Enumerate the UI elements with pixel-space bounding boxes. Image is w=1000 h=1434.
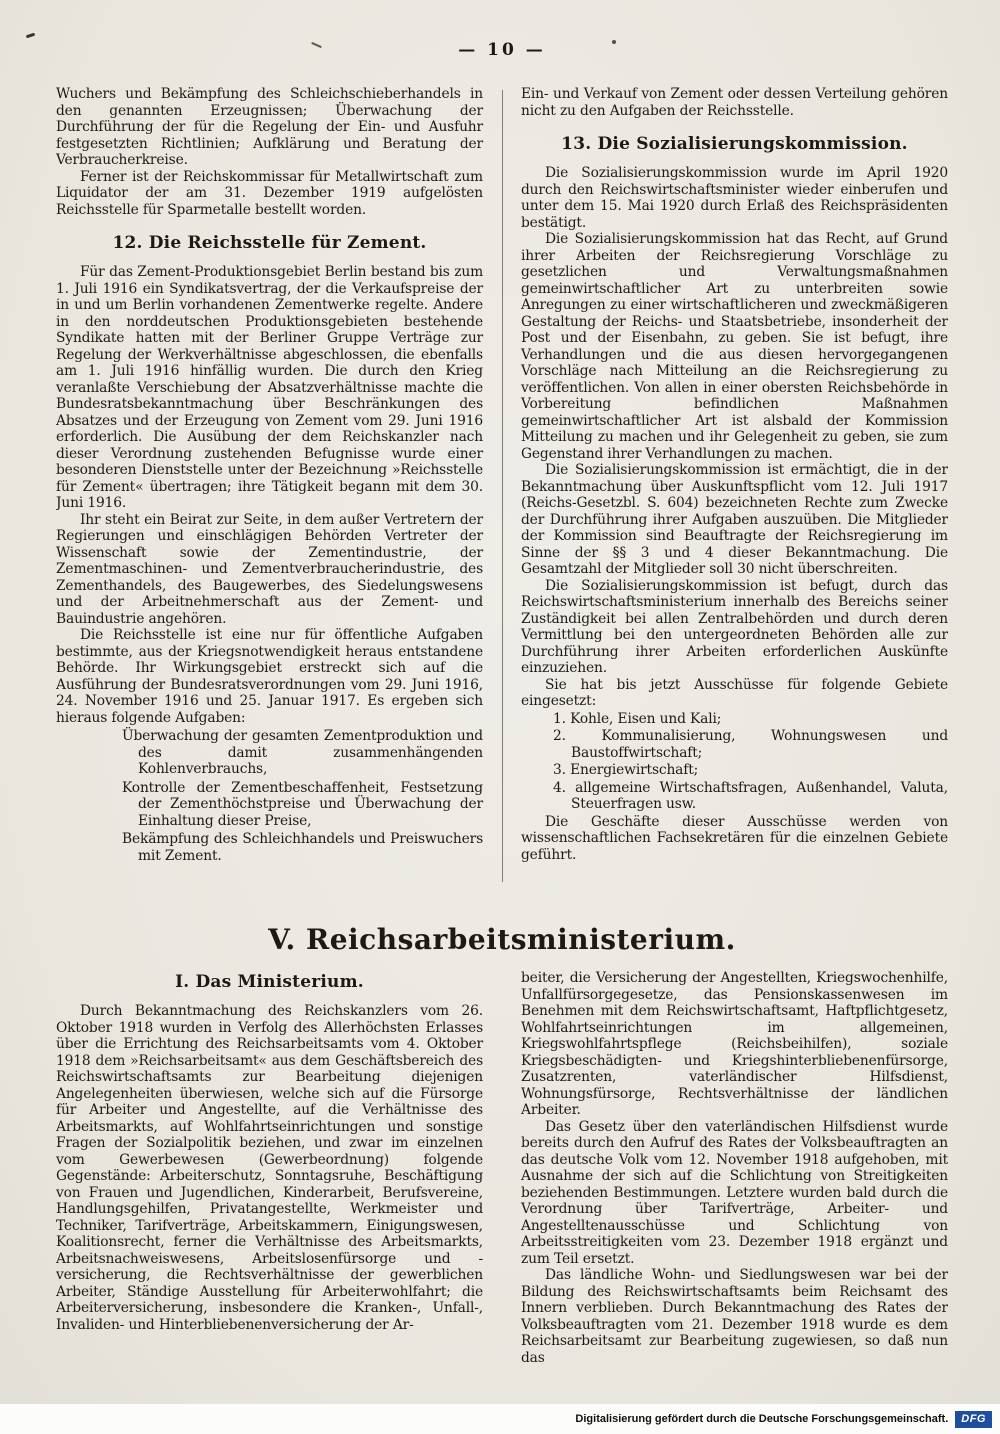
- digitization-footer: [0, 1404, 1000, 1434]
- list-item: 2. Kommunalisierung, Wohnungswesen und Baustoffwirtschaft;: [553, 728, 948, 761]
- list-item: 1. Kohle, Eisen und Kali;: [553, 710, 722, 727]
- paragraph: Die Sozialisierungskommission ist ermächtigt, die in der Bekanntmachung über Auskunftspflicht vom 12. Juli 1917 (Reichs-Gesetzbl. S. 604) bezeichneten Rechte zum Zwecke der Durchführung ihrer Aufgaben auszuüben. Die Mitglieder der Kommission sind Beauftragte der Reichsregierung im Sinne der §§ 3 und 4 dieser Bekanntmachung. Die Gesamtzahl der Mitglieder soll 30 nicht überschreiten.: [521, 462, 948, 577]
- paragraph: Ferner ist der Reichskommissar für Metallwirtschaft zum Liquidator der am 31. Dezember 1919 aufgelösten Reichsstelle für Sparmetalle bestellt worden.: [56, 168, 483, 218]
- paragraph: Sie hat bis jetzt Ausschüsse für folgende Gebiete eingesetzt:: [521, 676, 948, 709]
- bottom-columns: [56, 970, 948, 1370]
- right-column: [521, 86, 948, 896]
- scan-artifact: [26, 33, 35, 39]
- left-column-bottom: [56, 970, 483, 1370]
- section-heading-12: 12. Die Reichsstelle für Zement.: [112, 233, 427, 253]
- paragraph: Ihr steht ein Beirat zur Seite, in dem außer Vertretern der Regierungen und einschlägigen Behörden Vertreter der Wissenschaft sowie der Zementindustrie, der Zementmaschinen- und Zementverbraucherindustrie, des Zementhandels, des Baugewerbes, des Siedelungswesens und der Arbeitnehmerschaft aus der Zement- und Bauindustrie angehören.: [56, 511, 483, 627]
- dfg-logo: DFG: [955, 1411, 992, 1428]
- paragraph: Wuchers und Bekämpfung des Schleichschieberhandels in den genannten Erzeugnissen; Überwachung der Durchführung der für die Regelung der Ein- und Ausfuhr festgesetzten Richtlinien; Aufklärung und Beratung der Verbraucherkreise.: [56, 86, 483, 168]
- left-column: [56, 86, 483, 896]
- column-divider: [502, 90, 503, 882]
- section-heading-13: 13. Die Sozialisierungskommission.: [561, 134, 908, 154]
- list-item: Bekämpfung des Schleichhandels und Preiswuchers mit Zement.: [122, 831, 483, 864]
- top-columns: [56, 86, 948, 896]
- scan-artifact: [612, 40, 616, 44]
- paragraph: Die Geschäfte dieser Ausschüsse werden von wissenschaftlichen Fachsekretären für die einzelnen Gebiete geführt.: [521, 813, 948, 863]
- paragraph: Das Gesetz über den vaterländischen Hilfsdienst wurde bereits durch den Aufruf des Rates der Volksbeauftragten an das deutsche Volk vom 12. November 1918 aufgehoben, mit Ausnahme der sich auf die Schlichtung von Streitigkeiten beziehenden Bestimmungen. Letztere wurden bald durch die Verordnung über Tarifverträge, Arbeiter- und Angestelltenausschüsse und Schlichtung von Arbeitsstreitigkeiten vom 23. Dezember 1918 ergänzt und zum Teil ersetzt.: [521, 1118, 948, 1267]
- list-item: Überwachung der gesamten Zementproduktion und des damit zusammenhängenden Kohlenverbrauchs,: [122, 728, 483, 777]
- paragraph: Durch Bekanntmachung des Reichskanzlers vom 26. Oktober 1918 wurden in Verfolg des Allerhöchsten Erlasses über die Errichtung des Reichsarbeitsamts vom 4. Oktober 1918 dem »Reichsarbeitsamt« aus dem Geschäftsbereich des Reichswirtschaftsamts zur Bearbeitung diejenigen Angelegenheiten überwiesen, welche sich auf die Fürsorge für Arbeiter und Angestellte, auf die Verhältnisse des Arbeitsmarkts, auf Wohlfahrtseinrichtungen und sonstige Fragen der Sozialpolitik beziehen, und zwar im einzelnen vom Gewerbewesen (Gewerbeordnung) folgende Gegenstände: Arbeiterschutz, Sonntagsruhe, Beschäftigung von Frauen und Jugendlichen, Kinderarbeit, Berufsvereine, Handlungsgehilfen, Privatangestellte, Werkmeister und Techniker, Tarifverträge, Arbeitskammern, Einigungswesen, Koalitionsrecht, ferner die Verhältnisse des Arbeitsmarkts, Arbeitsnachweiswesens, Arbeitslosenfürsorge und -versicherung, die Rechtsverhältnisse der gewerblichen Arbeiter, Ständige Ausstellung für Arbeiterwohlfahrt; die Arbeiterversicherung, insbesondere die Kranken-, Unfall-, Invaliden- und Hinterbliebenenversicherung der Ar-: [56, 1003, 483, 1333]
- subsection-heading: I. Das Ministerium.: [175, 972, 364, 992]
- list-item: 4. allgemeine Wirtschaftsfragen, Außenhandel, Valuta, Steuerfragen usw.: [553, 779, 948, 812]
- paragraph: Die Sozialisierungskommission wurde im April 1920 durch den Reichswirtschaftsminister wieder einberufen und unter dem 15. Mai 1920 durch Erlaß des Reichspräsidenten bestätigt.: [521, 165, 948, 231]
- list-item: Kontrolle der Zementbeschaffenheit, Festsetzung der Zementhöchstpreise und Überwachung der Einhaltung dieser Preise,: [122, 779, 483, 829]
- paragraph: Die Sozialisierungskommission ist befugt, durch das Reichswirtschaftsministerium innerhalb des Bereichs seiner Zuständigkeit bei allen Zentralbehörden und durch deren Vermittlung bei den untergeordneten Behörden alle zur Durchführung ihrer Arbeiten erforderlichen Auskünfte einzuziehen.: [521, 577, 948, 676]
- paragraph: Die Sozialisierungskommission hat das Recht, auf Grund ihrer Arbeiten der Reichsregierung Vorschläge zu gesetzlichen und Verwaltungsmaßnahmen gemeinwirtschaftlicher Art zu unterbreiten sowie Anregungen zu einer wirtschaftlicheren und zweckmäßigeren Gestaltung der Reichs- und Staatsbetriebe, insonderheit der Post und der Eisenbahn, zu geben. Sie ist befugt, ihre Verhandlungen und die aus diesen hervorgegangenen Vorschläge nach Mitteilung an die Reichsregierung zu veröffentlichen. Von allen in einer obersten Reichsbehörde in Vorbereitung befindlichen Maßnahmen gemeinwirtschaftlicher Art ist alsbald der Kommission Mitteilung zu machen und ihr Gelegenheit zu geben, sie zum Gegenstand ihrer Verhandlungen zu machen.: [521, 231, 948, 462]
- paragraph: Das ländliche Wohn- und Siedlungswesen war bei der Bildung des Reichswirtschaftsamts beim Reichsamt des Innern verblieben. Durch Bekanntmachung des Rates der Volksbeauftragten vom 21. Dezember 1918 wurde es dem Reichsarbeitsamt zur Bearbeitung zugewiesen, so daß nun das: [521, 1267, 948, 1366]
- page-number: — 10 —: [458, 40, 546, 60]
- list-item: 3. Energiewirtschaft;: [553, 762, 699, 778]
- paragraph: Ein- und Verkauf von Zement oder dessen Verteilung gehören nicht zu den Aufgaben der Reichsstelle.: [521, 86, 948, 119]
- chapter-heading: V. Reichsarbeitsministerium.: [268, 923, 736, 956]
- footer-credit: Digitalisierung gefördert durch die Deutsche Forschungsgemeinschaft.: [575, 1413, 949, 1425]
- paragraph: beiter, die Versicherung der Angestellten, Kriegswochenhilfe, Unfallfürsorgegesetze, das Pensionskassenwesen im Benehmen mit dem Reichswirtschaftsamt, Haftpflichtgesetz, Wohlfahrtseinrichtungen im allgemeinen, Kriegswohlfahrtspflege (Reichsbeihilfen), soziale Kriegsbeschädigten- und Kriegshinterbliebenenfürsorge, Zusatzrenten, vaterländischer Hilfsdienst, Wohnungsfürsorge, Rechtsverhältnisse der ländlichen Arbeiter.: [521, 970, 948, 1118]
- right-column-bottom: [521, 970, 948, 1370]
- paragraph: Die Reichsstelle ist eine nur für öffentliche Aufgaben bestimmte, aus der Kriegsnotwendigkeit heraus entstandene Behörde. Ihr Wirkungsgebiet erstreckt sich auf die Ausführung der Bundesratsverordnungen vom 29. Juni 1916, 24. November 1916 und 25. Januar 1917. Es ergeben sich hieraus folgende Aufgaben:: [56, 627, 483, 726]
- paragraph: Für das Zement-Produktionsgebiet Berlin bestand bis zum 1. Juli 1916 ein Syndikatsvertrag, der die Verkaufspreise der in und um Berlin vorhandenen Zementwerke regelte. Andere in den norddeutschen Produktionsgebieten bestehende Syndikate hatten mit der Berliner Gruppe Verträge zur Regelung der Werkverhältnisse abgeschlossen, die ebenfalls am 1. Juli 1916 hinfällig wurden. Die durch den Krieg veranlaßte Verschiebung der Absatzverhältnisse machte die Bundesratsbekanntmachung über Beschränkungen des Absatzes und der Erzeugung von Zement vom 29. Juni 1916 erforderlich. Die Ausübung der dem Reichskanzler nach dieser Verordnung zustehenden Befugnisse wurde einer besonderen Dienststelle unter der Bezeichnung »Reichsstelle für Zement« übertragen; ihre Tätigkeit begann mit dem 30. Juni 1916.: [56, 264, 483, 511]
